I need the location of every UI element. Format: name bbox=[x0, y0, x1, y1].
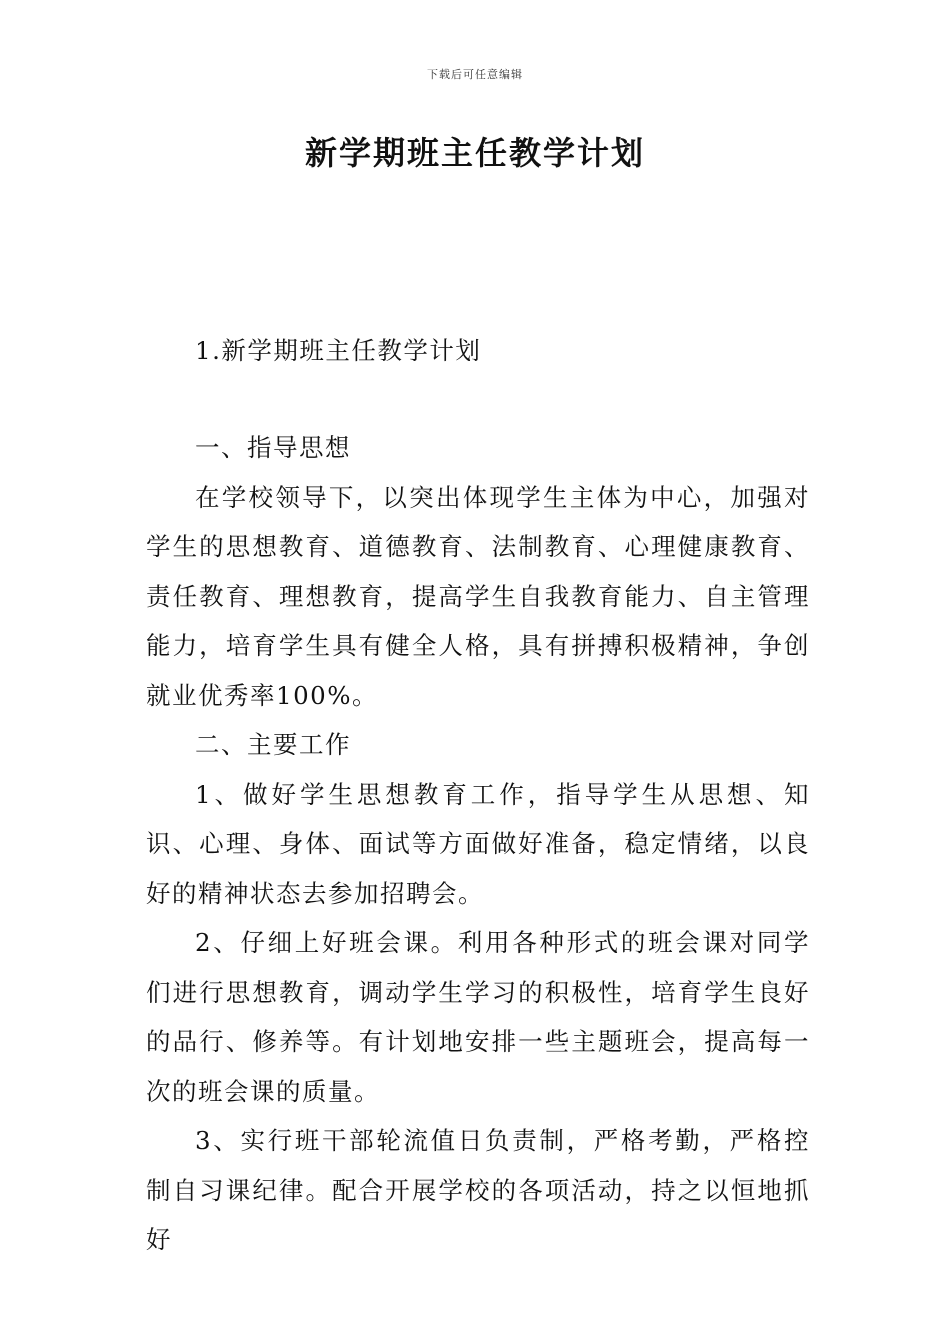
section-heading-guiding-thought: 一、指导思想 bbox=[195, 433, 351, 462]
paragraph-work-item-3: 3、实行班干部轮流值日负责制，严格考勤，严格控制自习课纪律。配合开展学校的各项活动，持之以恒地抓好 bbox=[146, 1126, 810, 1254]
paragraph-work-item-2: 2、仔细上好班会课。利用各种形式的班会课对同学们进行思想教育，调动学生学习的积极性，培育学生良好的品行、修养等。有计划地安排一些主题班会，提高每一次的班会课的质量。 bbox=[146, 928, 810, 1106]
paragraph-guiding-thought: 在学校领导下，以突出体现学生主体为中心，加强对学生的思想教育、道德教育、法制教育、心理健康教育、责任教育、理想教育，提高学生自我教育能力、自主管理能力，培育学生具有健全人格，具有拼搏积极精神，争创就业优秀率100%。 bbox=[146, 482, 810, 710]
document-sections bbox=[146, 423, 810, 1265]
document-subtitle: 1.新学期班主任教学计划 bbox=[195, 336, 482, 365]
document-title: 新学期班主任教学计划 bbox=[304, 134, 645, 172]
header-note: 下载后可任意编辑 bbox=[427, 68, 523, 81]
document-body bbox=[146, 326, 810, 376]
paragraph-work-item-1: 1、做好学生思想教育工作，指导学生从思想、知识、心理、身体、面试等方面做好准备，稳定情绪，以良好的精神状态去参加招聘会。 bbox=[146, 779, 810, 908]
section-heading-main-work: 二、主要工作 bbox=[195, 730, 351, 759]
